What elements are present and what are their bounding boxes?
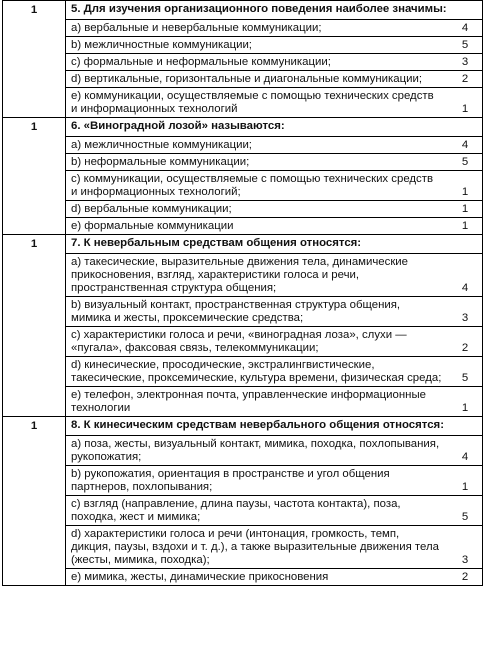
question-weight: 1	[3, 118, 66, 235]
answer-option	[66, 465, 482, 495]
answer-text: c) коммуникации, осуществляемые с помощью технических средств и информационных технологий;	[71, 173, 434, 198]
answer-text: c) формальные и неформальные коммуникации;	[71, 56, 331, 68]
answer-score: 4	[461, 139, 469, 151]
questions-table	[2, 0, 483, 586]
answer-score: 1	[461, 203, 469, 215]
question-weight: 1	[3, 1, 66, 118]
question-body	[66, 118, 483, 235]
answer-text: b) межличностные коммуникации;	[71, 39, 252, 51]
answer-score: 5	[461, 39, 469, 51]
answer-option	[66, 296, 482, 326]
answer-score: 4	[461, 451, 469, 463]
answer-text: e) коммуникации, осуществляемые с помощью технических средств и информационных технологий	[71, 90, 434, 115]
question-row	[3, 417, 483, 586]
answer-text: c) характеристики голоса и речи, «виноградная лоза», слухи — «пугала», факсовая связь, телекоммуникации;	[71, 329, 407, 354]
answer-option	[66, 568, 482, 585]
answer-text: a) такесические, выразительные движения тела, динамические прикосновения, взгляд, характеристики голоса и речи, пространственная структура общения;	[71, 256, 408, 294]
answer-score: 5	[461, 372, 469, 384]
answer-option	[66, 200, 482, 217]
answer-score: 2	[461, 571, 469, 583]
answer-text: b) неформальные коммуникации;	[71, 156, 250, 168]
answer-text: e) мимика, жесты, динамические прикосновения	[71, 571, 329, 583]
answer-text: a) вербальные и невербальные коммуникации;	[71, 22, 322, 34]
answer-text: c) взгляд (направление, длина паузы, частота контакта), поза, походка, жест и мимика;	[71, 498, 401, 523]
question-weight: 1	[3, 417, 66, 586]
question-row	[3, 118, 483, 235]
answer-option	[66, 36, 482, 53]
answer-score: 2	[461, 73, 469, 85]
answer-score: 5	[461, 511, 469, 523]
answer-text: b) рукопожатия, ориентация в пространстве и угол общения партнеров, похлопывания;	[71, 468, 390, 493]
answer-score: 1	[461, 481, 469, 493]
answer-option	[66, 87, 482, 117]
question-body	[66, 1, 483, 118]
answer-score: 3	[461, 554, 469, 566]
answer-score: 1	[461, 103, 469, 115]
answer-option	[66, 525, 482, 568]
answer-score: 3	[461, 56, 469, 68]
answer-text: a) поза, жесты, визуальный контакт, мимика, походка, похлопывания, рукопожатия;	[71, 438, 440, 463]
answer-option	[66, 53, 482, 70]
answer-text: a) межличностные коммуникации;	[71, 139, 252, 151]
question-title: 8. К кинесическим средствам невербального общения относятся:	[71, 419, 444, 431]
answer-text: d) кинесические, просодические, экстралингвистические, такесические, проксемические, культура времени, физическая среда;	[71, 359, 442, 384]
answer-option	[66, 170, 482, 200]
answer-option	[66, 70, 482, 87]
answer-text: e) телефон, электронная почта, управленческие информационные технологии	[71, 389, 426, 414]
answer-text: d) вербальные коммуникации;	[71, 203, 232, 215]
answer-option	[66, 136, 482, 153]
answer-text: d) вертикальные, горизонтальные и диагональные коммуникации;	[71, 73, 423, 85]
answer-option	[66, 153, 482, 170]
question-body	[66, 235, 483, 417]
question-title: 6. «Виноградной лозой» называются:	[71, 120, 285, 132]
answer-option	[66, 217, 482, 234]
answer-score: 2	[461, 342, 469, 354]
question-body	[66, 417, 483, 586]
answer-option	[66, 435, 482, 465]
answer-text: d) характеристики голоса и речи (интонация, громкость, темп, дикция, паузы, вздохи и т. д.), а также выразительные движения тела (жесты, мимика, походка);	[71, 528, 439, 566]
answer-option	[66, 326, 482, 356]
answer-score: 1	[461, 186, 469, 198]
answer-score: 1	[461, 402, 469, 414]
answer-score: 4	[461, 22, 469, 34]
questions-body	[3, 1, 483, 586]
question-title: 7. К невербальным средствам общения относятся:	[71, 237, 362, 249]
answer-score: 3	[461, 312, 469, 324]
answer-option	[66, 356, 482, 386]
question-weight: 1	[3, 235, 66, 417]
question-title: 5. Для изучения организационного поведения наиболее значимы:	[71, 3, 447, 15]
answer-score: 4	[461, 282, 469, 294]
question-row	[3, 235, 483, 417]
answer-score: 1	[461, 220, 469, 232]
answer-option	[66, 19, 482, 36]
answer-option	[66, 253, 482, 296]
question-row	[3, 1, 483, 118]
answer-option	[66, 386, 482, 416]
answer-score: 5	[461, 156, 469, 168]
answer-option	[66, 495, 482, 525]
answer-text: b) визуальный контакт, пространственная структура общения, мимика и жесты, проксемические средства;	[71, 299, 401, 324]
answer-text: e) формальные коммуникации	[71, 220, 234, 232]
